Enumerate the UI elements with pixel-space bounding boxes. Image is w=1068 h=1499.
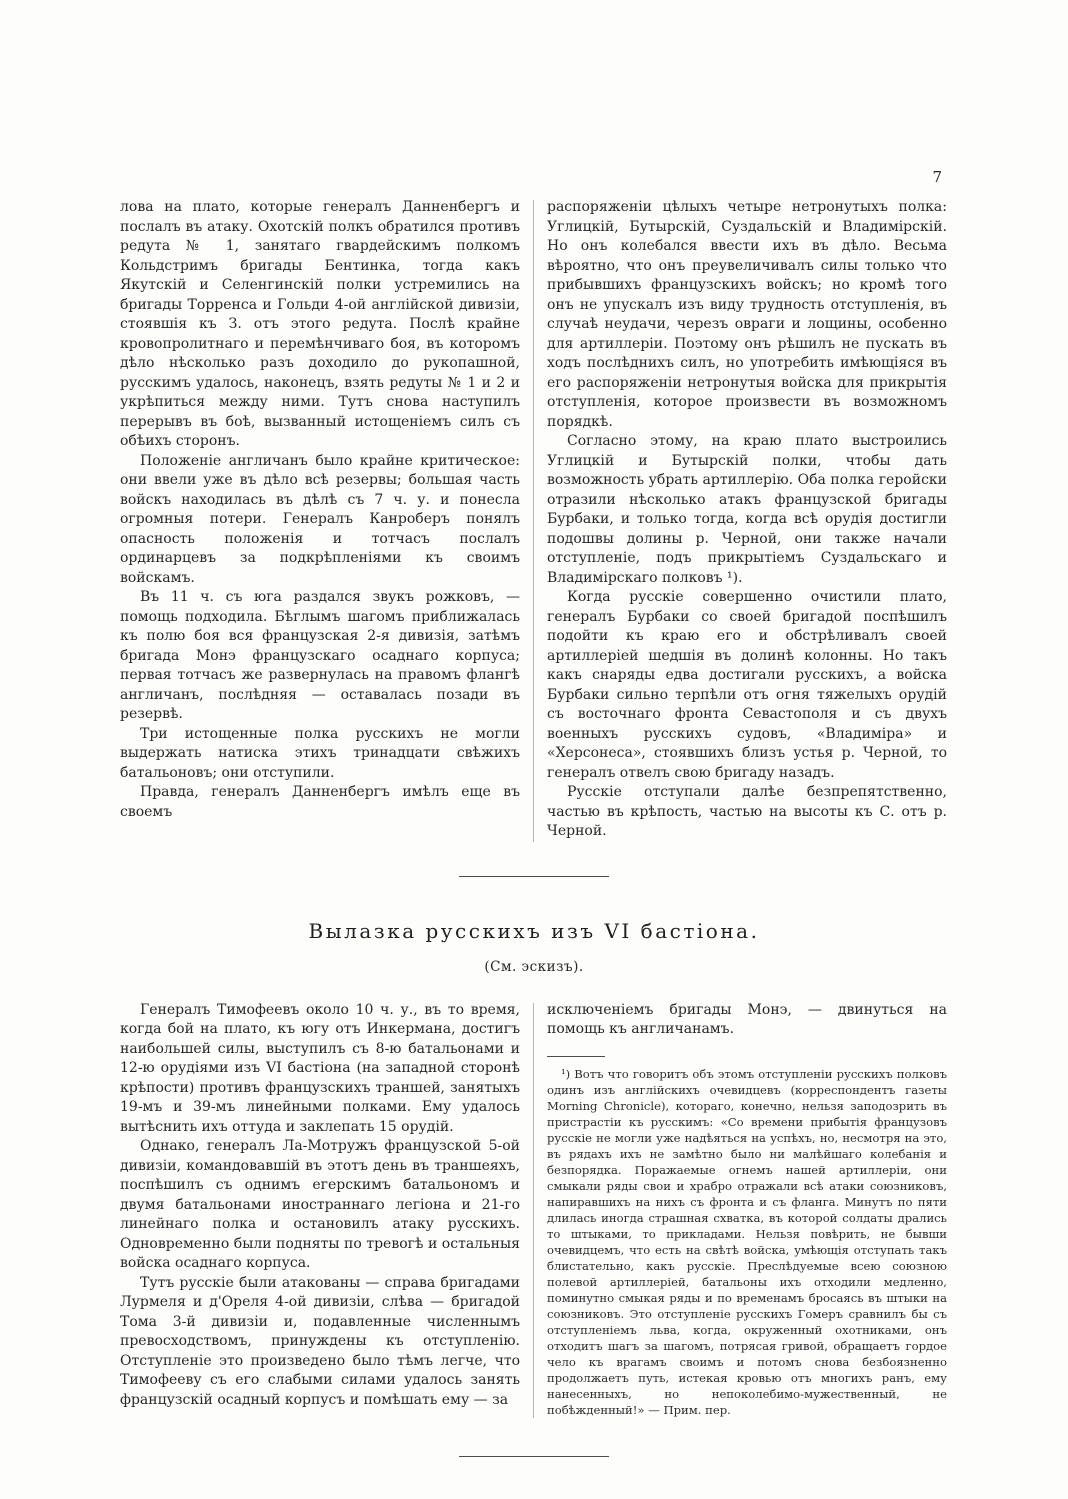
paragraph: Генералъ Тимофеевъ около 10 ч. у., въ то время, когда бой на плато, къ югу отъ Инкермана, достигъ наибольшей силы, выступилъ съ 8-ю батальонами и 12-ю орудіями изъ VI бастіона (на западной сторонѣ крѣпости) противъ французскихъ траншей, занятыхъ 19-мъ и 39-мъ линейными полками. Ему удалось вытѣснить ихъ оттуда и заклепать 15 орудій.	[120, 1001, 520, 1135]
paragraph: Русскіе отступали далѣе безпрепятственно, частью въ крѣпость, частью на высоты къ С. отъ р. Черной.	[547, 784, 947, 839]
paragraph: распоряженіи цѣлыхъ четыре нетронутыхъ полка: Углицкій, Бутырскій, Суздальскій и Владимірскій. Но онъ колебался ввести ихъ въ дѣло. Весьма вѣроятно, что онъ преувеличивалъ силы только что прибывшихъ французскихъ войскъ; но кромѣ того онъ не упускалъ изъ виду трудность отступленія, въ случаѣ неудачи, черезъ овраги и лощины, особенно для артиллеріи. Поэтому онъ рѣшилъ не пускать въ ходъ послѣднихъ силъ, но употребить имѣющіяся въ его распоряженіи нетронутыя войска для прикрытія отступленія, которое произвести въ возможномъ порядкѣ.	[547, 199, 947, 430]
column-rule	[533, 200, 534, 842]
battle-left-column	[120, 198, 520, 842]
sortie-left-column	[120, 1001, 520, 1418]
battle-section	[120, 198, 948, 842]
paragraph: Положеніе англичанъ было крайне критическое: они ввели уже въ дѣло всѣ резервы; большая часть войскъ находилась въ дѣлѣ съ 7 ч. у. и понесла огромныя потери. Генералъ Канроберъ понялъ опасность положенія и тотчасъ послалъ ординарцевъ за подкрѣпленіями къ своимъ войскамъ.	[120, 452, 520, 586]
paragraph: Правда, генералъ Данненбергъ имѣлъ еще въ своемъ	[120, 784, 520, 820]
paragraph: Когда русскіе совершенно очистили плато, генералъ Бурбаки со своей бригадой поспѣшилъ подойти къ краю его и обстрѣливалъ своей артиллеріей шедшія въ долинѣ колонны. Но такъ какъ снаряды едва достигали русскихъ, а войска Бурбаки сильно терпѣли отъ огня тяжелыхъ орудій съ восточнаго фронта Севастополя и съ двухъ военныхъ русскихъ судовъ, «Владиміра» и «Херсонеса», стоявшихъ близъ устья р. Черной, то генералъ отвелъ свою бригаду назадъ.	[547, 589, 947, 781]
column-rule	[533, 1003, 534, 1418]
footnote: ¹) Вотъ что говоритъ объ этомъ отступленіи русскихъ полковъ одинъ изъ англійскихъ очевидцевъ (корреспондентъ газеты Morning Chronicle), котораго, конечно, нельзя заподозрить въ пристрастіи къ русскимъ: «Со времени прибытія французовъ русскіе не могли уже надѣяться на успѣхъ, но, несмотря на это, въ рядахъ ихъ не замѣтно было ни малѣйшаго колебанія и безпорядка. Поражаемые огнемъ нашей артиллеріи, они смыкали ряды свои и храбро отражали всѣ атаки союзниковъ, напиравшихъ на нихъ съ фронта и съ фланга. Минутъ по пяти длилась иногда страшная схватка, въ которой солдаты дрались то штыками, то прикладами. Нельзя повѣрить, не бывши очевидцемъ, что есть на свѣтѣ войска, умѣющія отступать такъ блистательно, какъ русскіе. Преслѣдуемые всею союзною полевой артиллеріей, батальоны ихъ отходили медленно, поминутно смыкая ряды и по временамъ бросаясь въ штыки на союзниковъ. Это отступленіе русскихъ Гомеръ сравнилъ бы съ отступленіемъ льва, когда, окруженный охотниками, онъ отходитъ шагъ за шагомъ, потрясая гривой, обращаетъ гордое чело къ врагамъ своимъ и потомъ снова безбоязненно продолжаетъ путь, истекая кровью отъ многихъ ранъ, ему нанесенныхъ, но непоколебимо-мужественный, не побѣжденный!» — Прим. пер.	[547, 1066, 947, 1417]
section-divider	[459, 876, 609, 877]
paragraph: Три истощенные полка русскихъ не могли выдержать натиска этихъ тринадцати свѣжихъ батальоновъ; они отступили.	[120, 725, 520, 781]
paragraph: Тутъ русскіе были атакованы — справа бригадами Лурмеля и д'Ореля 4-ой дивизіи, слѣва — бригадой Тома 3-й дивизіи и, подавленные численнымъ превосходствомъ, принуждены къ отступленію. Отступленіе это произведено было тѣмъ легче, что Тимофееву съ его слабыми силами удалось занять французскій осадный корпусъ и помѣшать ему — за	[120, 1274, 520, 1408]
bottom-divider	[459, 1456, 609, 1457]
paragraph: Согласно этому, на краю плато выстроились Углицкій и Бутырскій полки, чтобы дать возможность убрать артиллерію. Оба полка геройски отразили нѣсколько атакъ французской бригады Бурбаки, и только тогда, когда всѣ орудія достигли подошвы долины р. Черной, они также начали отступленіе, подъ прикрытіемъ Суздальскаго и Владимірскаго полковъ ¹).	[547, 433, 947, 586]
battle-right-column	[547, 198, 947, 842]
paragraph: лова на плато, которые генералъ Данненбергъ и послалъ въ атаку. Охотскій полкъ обратился противъ редута № 1, занятаго гвардейскимъ полкомъ Кольдстримъ бригады Бентинка, тогда какъ Якутскій и Селенгинскій полки устремились на бригады Торренса и Гольди 4-ой англійской дивизіи, стоявшія къ З. отъ этого редута. Послѣ крайне кровопролитнаго и перемѣнчиваго боя, въ которомъ дѣло нѣсколько разъ доходило до рукопашной, русскимъ удалось, наконецъ, взять редуты № 1 и 2 и укрѣпиться между ними. Тутъ снова наступилъ перерывъ въ боѣ, вызванный истощеніемъ силъ съ обѣихъ сторонъ.	[120, 199, 520, 449]
paragraph: Въ 11 ч. съ юга раздался звукъ рожковъ, — помощь подходила. Бѣглымъ шагомъ приближалась къ полю боя вся французская 2-я дивизія, затѣмъ бригада Монэ французскаго осаднаго корпуса; первая тотчасъ же развернулась на правомъ флангѣ англичанъ, послѣдняя — оставалась позади въ резервѣ.	[120, 589, 520, 722]
paragraph: Однако, генералъ Ла-Мотружъ французской 5-ой дивизіи, командовавшій въ этотъ день въ траншеяхъ, поспѣшилъ съ однимъ егерскимъ батальономъ и двумя батальонами иностраннаго легіона и 21-го линейнаго полка и остановилъ атаку русскихъ. Одновременно были подняты по тревогѣ и остальныя войска осаднаго корпуса.	[120, 1138, 520, 1271]
page-number: 7	[932, 168, 942, 186]
section-subtitle: (См. эскизъ).	[484, 958, 584, 975]
footnote-rule	[547, 1056, 605, 1057]
section-title: Вылазка русскихъ изъ VI бастіона.	[308, 918, 760, 943]
sortie-right-column	[547, 1001, 947, 1418]
paragraph: исключеніемъ бригады Монэ, — двинуться на помощь къ англичанамъ.	[547, 1001, 947, 1037]
sortie-section	[120, 1001, 948, 1418]
